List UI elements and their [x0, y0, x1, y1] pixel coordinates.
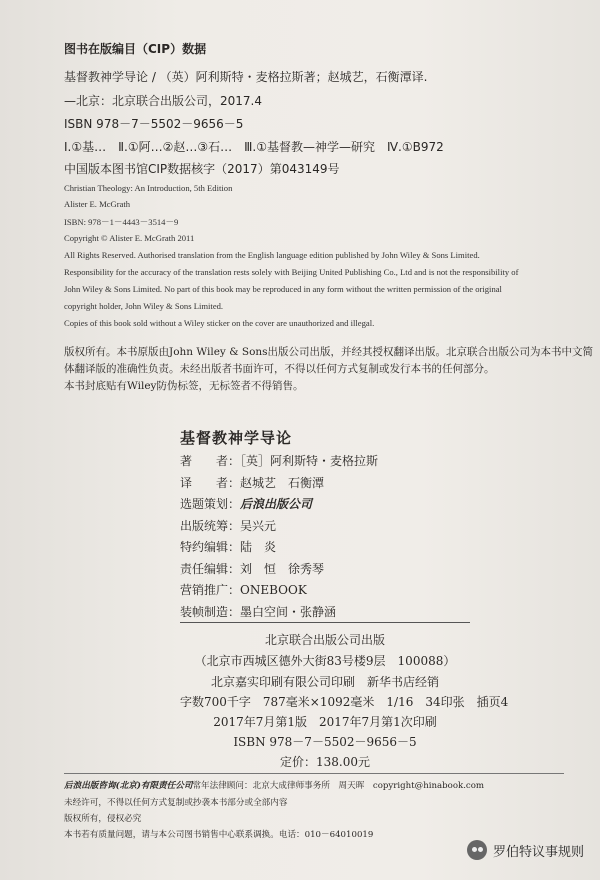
publisher-seal: 后浪出版咨询(北京)有限责任公司: [64, 781, 193, 791]
watermark: [467, 840, 584, 860]
rights-cn-2: 体翻译版的准确性负责。未经出版者书面许可，不得以任何方式复制或发行本书的任何部分。: [64, 363, 495, 375]
credit-value: 墨白空间・张静涵: [240, 604, 337, 619]
footer-line1: [64, 779, 484, 791]
rights-cn-3: 本书封底贴有Wiley防伪标签，无标签者不得销售。: [64, 380, 304, 392]
english-sticker: Copies of this book sold without a Wiley sticker on the cover are unauthorized and illegal.: [64, 318, 375, 328]
footer-line4: 本书若有质量问题，请与本公司图书销售中心联系调换。电话：010－64010019: [64, 830, 374, 840]
footer-line3: 版权所有，侵权必究: [64, 814, 142, 824]
credit-value: ［英］阿利斯特・麦格拉斯: [240, 454, 379, 468]
english-rights-3: John Wiley & Sons Limited. No part of this book may be reproduced in any form without the written permission of the original: [64, 284, 502, 294]
cip-isbn: ISBN 978－7－5502－9656－5: [64, 117, 244, 131]
watermark-text: 罗伯特议事规则: [492, 844, 584, 860]
credit-row: [180, 493, 312, 512]
credit-label: 出版统筹：: [180, 518, 241, 533]
cip-line1: 基督教神学导论 / （英）阿利斯特・麦格拉斯著；赵城艺，石衡潭译.: [64, 70, 428, 84]
footer-counsel: 常年法律顾问：北京大成律师事务所 周天晖 copyright@hinabook.com: [192, 781, 485, 791]
divider: [180, 622, 470, 623]
credit-row: [180, 536, 276, 555]
footer-line2: 未经许可，不得以任何方式复制或抄袭本书部分或全部内容: [64, 798, 288, 808]
english-copyright: Copyright © Alister E. McGrath 2011: [64, 233, 195, 243]
cip-heading: 图书在版编目（CIP）数据: [64, 42, 207, 56]
credit-value: 后浪出版公司: [240, 497, 313, 511]
credit-row: [180, 601, 336, 620]
credit-value: 刘 恒 徐秀琴: [240, 561, 325, 576]
cip-classification: Ⅰ.①基… Ⅱ.①阿…②赵…③石… Ⅲ.①基督教—神学—研究 Ⅳ.①B972: [64, 140, 444, 154]
credit-value: ONEBOOK: [240, 583, 307, 597]
credit-label: 特约编辑：: [180, 540, 241, 554]
credit-label: 著 者：: [180, 454, 241, 468]
english-rights-2: Responsibility for the accuracy of the translation rests solely with Beijing United Publishing Co., Ltd and is not the responsibility of: [64, 267, 519, 277]
english-rights-1: All Rights Reserved. Authorised translation from the English language edition published by John Wiley & Sons Limited.: [64, 250, 480, 260]
publisher-address: （北京市西城区德外大街83号楼9层 100088）: [194, 654, 456, 668]
price: 定价：138.00元: [280, 755, 370, 769]
english-rights-4: copyright holder, John Wiley & Sons Limited.: [64, 301, 224, 311]
wechat-icon: [467, 840, 487, 860]
cip-number: 中国版本图书馆CIP数据核字（2017）第043149号: [64, 162, 340, 176]
credit-label: 营销推广：: [180, 583, 241, 597]
credit-row: [180, 472, 324, 491]
book-title: 基督教神学导论: [180, 429, 293, 447]
credit-row: [180, 515, 276, 534]
credit-value: 陆 炎: [240, 540, 277, 554]
credit-value: 吴兴元: [240, 518, 277, 533]
credit-label: 装帧制造：: [180, 604, 241, 619]
footer-divider: [64, 773, 564, 774]
credit-row: [180, 579, 307, 598]
printer: 北京嘉实印刷有限公司印刷 新华书店经销: [210, 675, 439, 689]
rights-cn-1: 版权所有。本书原版由John Wiley & Sons出版公司出版，并经其授权翻译出版。北京联合出版公司为本书中文简: [64, 346, 594, 358]
credit-row: [180, 450, 378, 469]
credit-label: 责任编辑：: [180, 561, 241, 576]
credit-value: 赵城艺 石衡潭: [240, 475, 325, 490]
credit-label: 选题策划：: [180, 497, 241, 511]
publisher: 北京联合出版公司出版: [264, 633, 385, 647]
credit-row: [180, 558, 324, 577]
book-specs: 字数700千字 787毫米×1092毫米 1/16 34印张 插页4: [180, 695, 509, 709]
pub-isbn: ISBN 978－7－5502－9656－5: [233, 735, 417, 749]
english-title: Christian Theology: An Introduction, 5th Edition: [64, 183, 233, 193]
credit-label: 译 者：: [180, 475, 241, 490]
edition: 2017年7月第1版 2017年7月第1次印刷: [213, 715, 437, 729]
english-isbn: ISBN: 978－1－4443－3514－9: [64, 217, 179, 227]
english-author: Alister E. McGrath: [64, 199, 131, 209]
cip-line2: —北京：北京联合出版公司，2017.4: [64, 94, 262, 108]
